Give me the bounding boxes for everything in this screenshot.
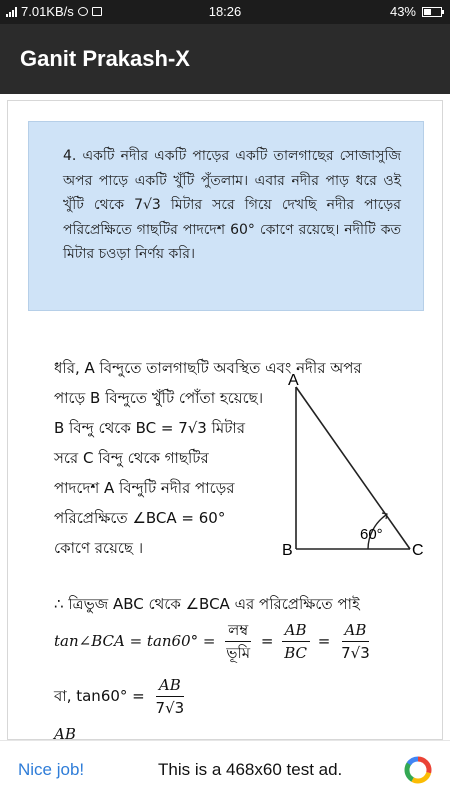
vertex-c-label: C xyxy=(412,542,424,559)
vertex-a-label: A xyxy=(288,373,299,389)
fraction-ab-7root3 xyxy=(153,674,188,719)
fraction-denominator: BC xyxy=(284,644,307,662)
equation-2 xyxy=(54,674,190,719)
solution-line: B বিন্দু থেকে BC = 7√3 মিটার xyxy=(54,419,246,437)
solution-line: পরিপ্রেক্ষিতে ∠BCA = 60° xyxy=(54,509,226,527)
equals-sign: = xyxy=(317,632,331,650)
battery-icon xyxy=(422,7,442,17)
question-text: 4. একটি নদীর একটি পাড়ের একটি তালগাছের সোজাসুজি অপর পাড়ে একটি খুঁটি পুঁতলাম। এবার নদীর পাড় ধরে ওই খুঁটি থেকে 7√3 মিটার সরে গিয়ে দেখছি নদীর পাড়ের পরিপ্রেক্ষিতে গাছটির পাদদেশ 60° কোণে রয়েছে। নদীটি কত মিটার চওড়া নির্ণয় করি। xyxy=(63,148,401,262)
equals-sign: = xyxy=(260,632,274,650)
eq1-left: tan∠BCA = tan60° = xyxy=(54,632,216,650)
solution-line: পাদদেশ A বিন্দুটি নদীর পাড়ের xyxy=(54,479,235,497)
status-bar xyxy=(0,0,450,24)
question-box xyxy=(28,121,424,311)
content-card[interactable] xyxy=(7,100,443,740)
solution-line: পাড়ে B বিন্দুতে খুঁটি পোঁতা হয়েছে। xyxy=(54,389,264,407)
app-bar xyxy=(0,24,450,94)
eq2-left: বা, tan60° = xyxy=(54,687,145,705)
vertex-b-label: B xyxy=(282,542,293,559)
battery-percent: 43% xyxy=(389,4,416,19)
fraction-denominator: 7√3 xyxy=(341,644,370,662)
fraction-perpendicular-base xyxy=(223,619,253,664)
status-right xyxy=(390,4,442,19)
equation-1 xyxy=(54,619,376,664)
triangle-diagram xyxy=(282,373,432,563)
fraction-denominator: 7√3 xyxy=(155,699,185,717)
angle-label: 60° xyxy=(360,526,383,543)
fraction-numerator: লম্ব xyxy=(225,619,251,642)
solution-line: ধরি, A বিন্দুতে তালগাছটি অবস্থিত এবং নদীর অপর xyxy=(54,359,362,377)
fraction-numerator: AB xyxy=(282,619,310,642)
network-speed: 7.01KB/s xyxy=(21,4,74,19)
ad-nice-job-text[interactable]: Nice job! xyxy=(18,760,85,779)
fraction-numerator: AB xyxy=(156,674,184,697)
clock: 18:26 xyxy=(208,4,242,19)
ad-logo-icon[interactable] xyxy=(402,755,434,787)
therefore-line: ∴ ত্রিভুজ ABC থেকে ∠BCA এর পরিপ্রেক্ষিতে পাই xyxy=(54,595,360,613)
fraction-ab-bc xyxy=(281,619,310,664)
fraction-numerator: AB xyxy=(342,619,370,642)
solution-line: কোণে রয়েছে । xyxy=(54,539,144,557)
equation-3-partial: AB xyxy=(54,725,76,740)
ad-test-text[interactable]: This is a 468x60 test ad. xyxy=(158,760,343,779)
fraction-ab-7root3 xyxy=(338,619,373,664)
ad-banner[interactable] xyxy=(0,740,450,800)
fraction-denominator: ভূমি xyxy=(226,644,251,662)
app-title: Ganit Prakash-X xyxy=(20,46,190,71)
solution-line: সরে C বিন্দু থেকে গাছটির xyxy=(54,449,209,467)
